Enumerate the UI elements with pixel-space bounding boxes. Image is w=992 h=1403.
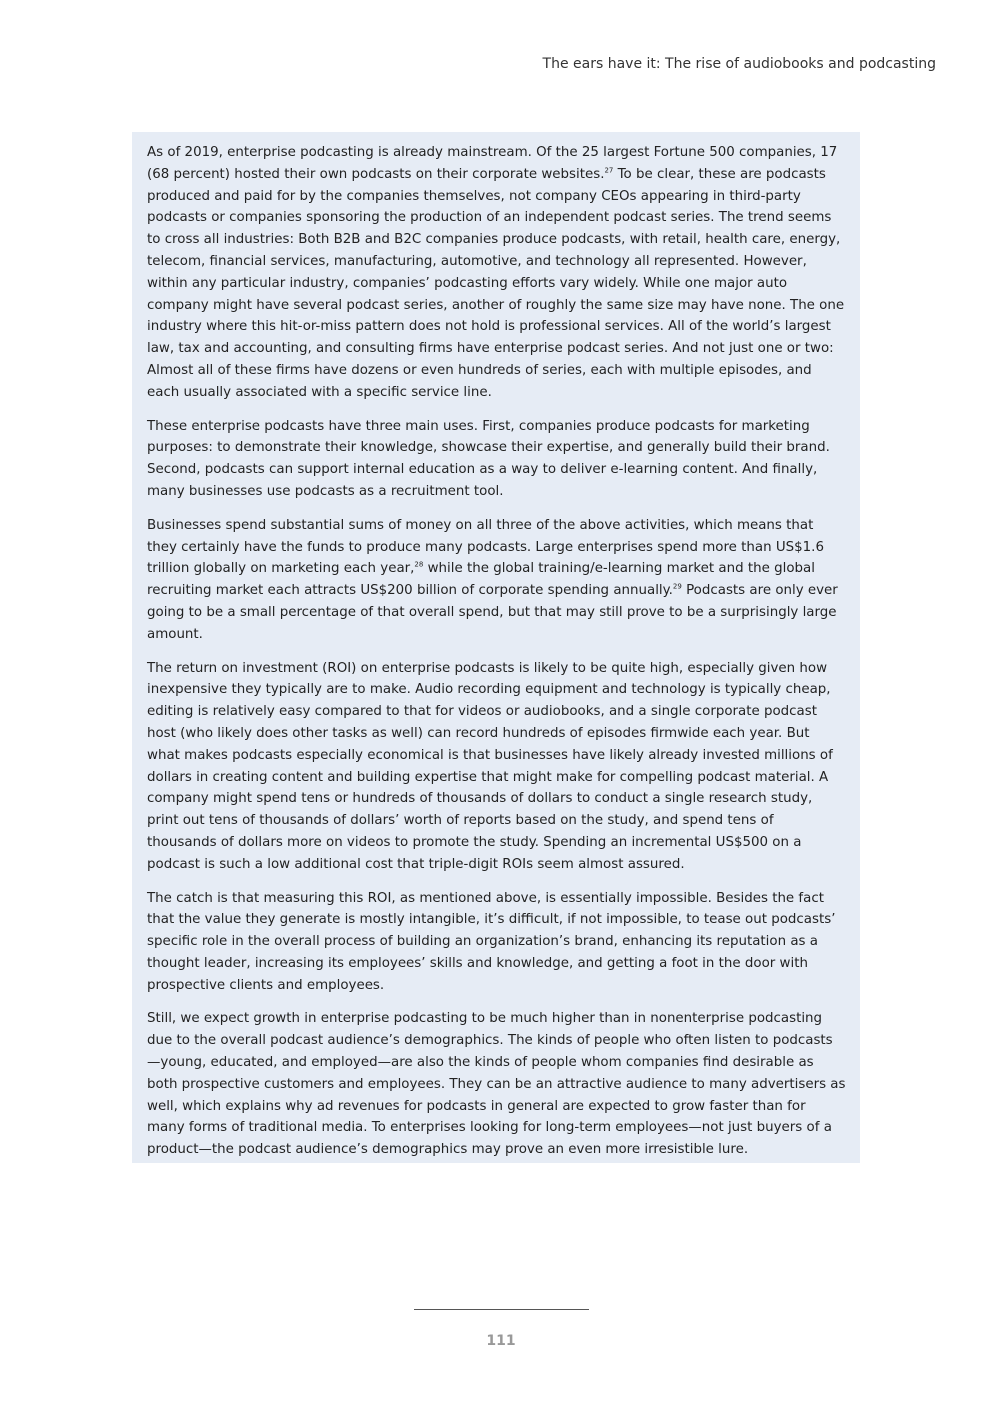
footnote-ref-29: 29	[672, 582, 682, 591]
footer-divider	[414, 1309, 589, 1310]
paragraph-text: To be clear, these are podcasts produced and paid for by the companies themselves, not company CEOs appearing in third-party podcasts or companies sponsoring the production of an independent podcast series. The trend seems to cross all industries: Both B2B and B2C companies produce podcasts, with retail, health care, energy, telecom, financial services, manufacturing, automotive, and technology all represented. However, within any particular industry, companies’ podcasting efforts vary widely. While one major auto company might have several podcast series, another of roughly the same size may have none. The one industry where this hit-or-miss pattern does not hold is professional services. All of the world’s largest law, tax and accounting, and consulting firms have enterprise podcast series. And not just one or two: Almost all of these firms have dozens or even hundreds of series, each with multiple episodes, and each usually associated with a specific service line.	[147, 166, 845, 400]
paragraph-text: As of 2019, enterprise podcasting is already mainstream. Of the 25 largest Fortune 500 companies, 17 (68 percent) hosted their own podcasts on their corporate websites.	[147, 145, 838, 182]
paragraph-enterprise-mainstream	[147, 142, 846, 404]
paragraph-growth-expectation: Still, we expect growth in enterprise podcasting to be much higher than in nonenterprise podcasting due to the overall podcast audience’s demographics. The kinds of people who often listen to podcasts—young, educated, and employed—are also the kinds of people whom companies find desirable as both prospective customers and employees. They can be an attractive audience to many advertisers as well, which explains why ad revenues for podcasts in general are expected to grow faster than for many forms of traditional media. To enterprises looking for long-term employees—not just buyers of a product—the podcast audience’s demographics may prove an even more irresistible lure.	[147, 1011, 846, 1158]
callout-box	[132, 132, 860, 1163]
footnote-ref-28: 28	[414, 560, 424, 569]
paragraph-spending	[147, 515, 846, 646]
paragraph-text: Podcasts are only ever going to be a small percentage of that overall spend, but that may still prove to be a surprisingly large amount.	[147, 583, 838, 642]
paragraph-text: while the global training/e-learning market and the global recruiting market each attracts US$200 billion of corporate spending annually.	[147, 561, 815, 599]
paragraph-text: Businesses spend substantial sums of money on all three of the above activities, which means that they certainly have the funds to produce many podcasts. Large enterprises spend more than US$1.6 trillion globally on marketing each year,	[147, 517, 824, 577]
paragraph-roi: The return on investment (ROI) on enterprise podcasts is likely to be quite high, especially given how inexpensive they typically are to make. Audio recording equipment and technology is typically cheap, editing is relatively easy compared to that for videos or audiobooks, and a single corporate podcast host (who likely does other tasks as well) can record hundreds of episodes firmwide each year. But what makes podcasts especially economical is that businesses have likely already invested millions of dollars in creating content and building expertise that might make for compelling podcast material. A company might spend tens or hundreds of thousands of dollars to conduct a single research study, print out tens of thousands of dollars’ worth of reports based on the study, and spend tens of thousands of dollars more on videos to promote the study. Spending an incremental US$500 on a podcast is such a low additional cost that triple-digit ROIs seem almost assured.	[147, 660, 833, 872]
running-header-title: The ears have it: The rise of audiobooks and podcasting	[542, 56, 936, 72]
page-number: 111	[486, 1333, 516, 1349]
footnote-ref-27: 27	[604, 166, 614, 175]
paragraph-three-uses: These enterprise podcasts have three main uses. First, companies produce podcasts for marketing purposes: to demonstrate their knowledge, showcase their expertise, and generally build their brand. Second, podcasts can support internal education as a way to deliver e-learning content. And finally, many businesses use podcasts as a recruitment tool.	[147, 418, 830, 499]
paragraph-measuring-roi: The catch is that measuring this ROI, as mentioned above, is essentially impossible. Besides the fact that the value they generate is mostly intangible, it’s difficult, if not impossible, to tease out podcasts’ specific role in the overall process of building an organization’s brand, enhancing its reputation as a thought leader, increasing its employees’ skills and knowledge, and getting a foot in the door with prospective clients and employees.	[147, 890, 836, 993]
